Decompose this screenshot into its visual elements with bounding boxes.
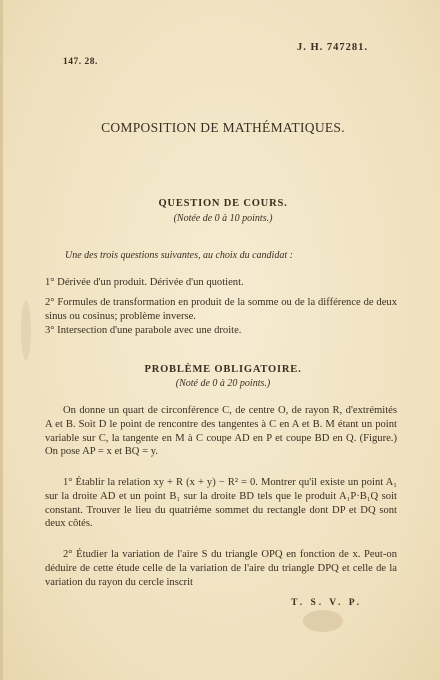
document-reference: J. H. 747281. xyxy=(296,42,368,53)
question-item: 3° Intersection d'une parabole avec une droite. xyxy=(45,325,242,336)
question-item: 1° Dérivée d'un produit. Dérivée d'un quotient. xyxy=(45,277,244,288)
probleme-paragraph: 2° Étudier la variation de l'aire S du triangle OPQ en fonction de x. Peut-on déduire de cette étude celle de la variation de l'aire du triangle DPQ et celle de la variation du rayon du cercle inscrit xyxy=(45,549,397,588)
tsvp-marker: T. S. V. P. xyxy=(291,598,362,608)
probleme-note: (Noté de 0 à 20 points.) xyxy=(175,378,271,389)
paper-stain xyxy=(303,610,343,632)
probleme-paragraph: On donne un quart de circonférence C, de centre O, de rayon R, d'extrémités A et B. Soit D le point de rencontre des tangentes à C en A et B. M étant un point variable sur C, la tangente en M à C coupe AD en P et coupe BD en Q. (Figure.) On pose AP = x et BQ = y. xyxy=(45,405,397,458)
document-code: 147. 28. xyxy=(63,57,98,67)
question-item: 2° Formules de transformation en produit de la somme ou de la différence de deux sinus ou cosinus; problème inverse. xyxy=(45,297,397,322)
probleme-heading: PROBLÈME OBLIGATOIRE. xyxy=(144,364,302,375)
question-de-cours-note: (Notée de 0 à 10 points.) xyxy=(173,213,273,224)
probleme-paragraph: 1° Établir la relation xy + R (x + y) − R² = 0. Montrer qu'il existe un point A₁ sur la droite AD et un point B₁ sur la droite BD tels que le produit A₁P·B₁Q soit constant. Trouver le lieu du quatrième sommet du rectangle dont DP et DQ sont deux côtés. xyxy=(45,477,397,530)
page-title: COMPOSITION DE MATHÉMATIQUES. xyxy=(101,120,345,135)
question-de-cours-heading: QUESTION DE COURS. xyxy=(158,198,288,209)
paper-stain xyxy=(21,300,31,360)
instructions: Une des trois questions suivantes, au choix du candidat : xyxy=(65,250,293,261)
